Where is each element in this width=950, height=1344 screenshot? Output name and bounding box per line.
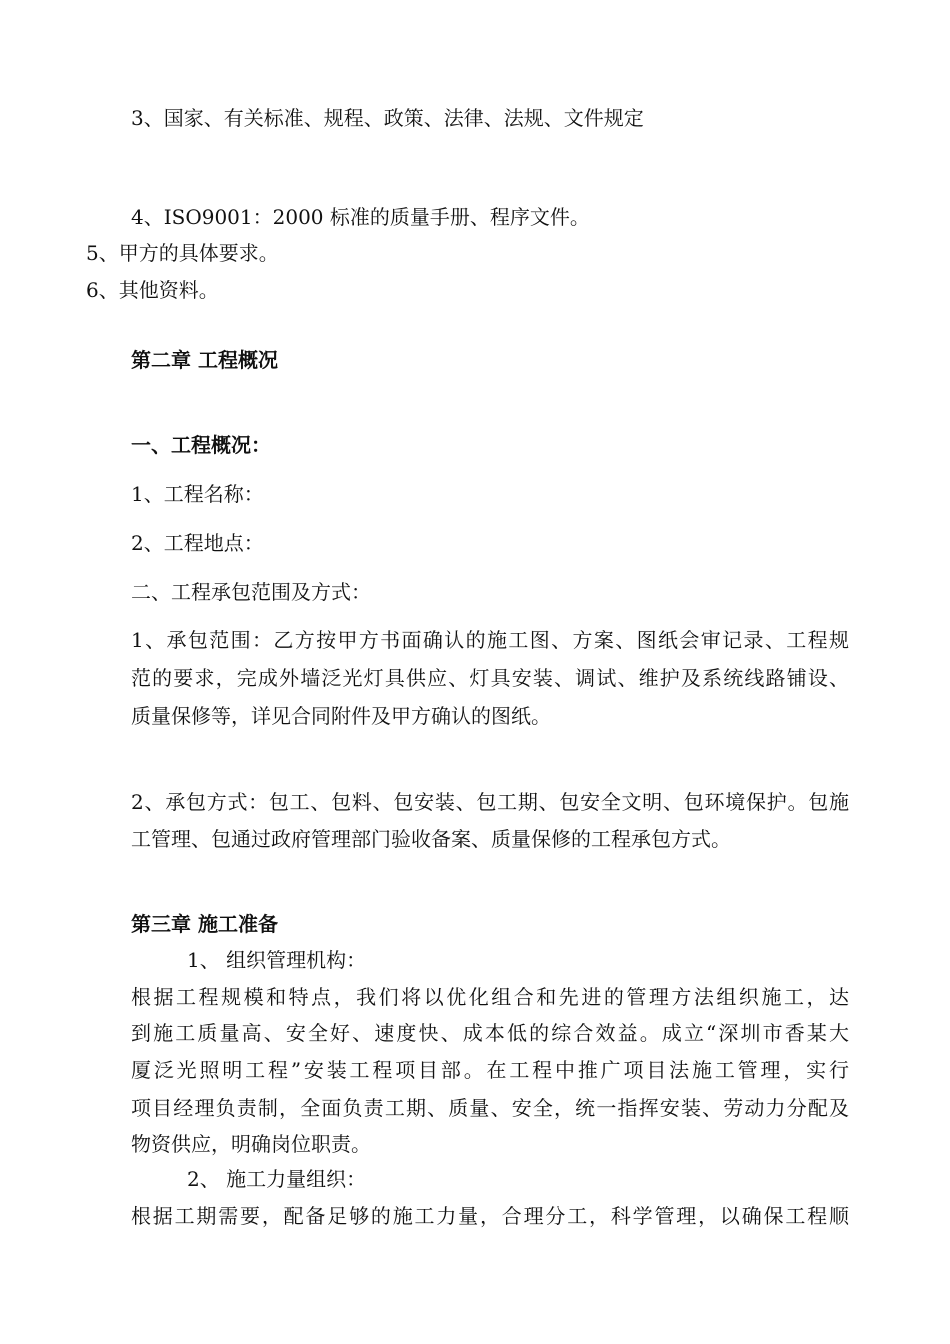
section-2-title: 二、工程承包范围及方式： — [131, 580, 371, 604]
basis-item-5: 5、甲方的具体要求。 — [86, 241, 279, 265]
org-paragraph-line: 到施工质量高、安全好、速度快、成本低的综合效益。成立“深圳市香某大 — [131, 1021, 849, 1045]
scope-paragraph-line: 范的要求，完成外墙泛光灯具供应、灯具安装、调试、维护及系统线路铺设、 — [131, 666, 849, 690]
basis-item-4: 4、ISO9001：2000 标准的质量手册、程序文件。 — [131, 205, 590, 229]
project-location-label: 2、工程地点： — [131, 531, 264, 555]
chapter-2-title: 第二章 工程概况 — [131, 348, 278, 372]
org-paragraph-line: 物资供应，明确岗位职责。 — [131, 1132, 371, 1156]
force-heading: 2、 施工力量组织： — [187, 1167, 367, 1191]
org-paragraph-line: 厦泛光照明工程”安装工程项目部。在工程中推广项目法施工管理，实行 — [131, 1058, 849, 1082]
basis-item-6: 6、其他资料。 — [86, 278, 219, 302]
scope-paragraph-line: 质量保修等，详见合同附件及甲方确认的图纸。 — [131, 704, 551, 728]
mode-paragraph-line: 2、承包方式：包工、包料、包安装、包工期、包安全文明、包环境保护。包施 — [131, 790, 849, 814]
org-paragraph-line: 根据工程规模和特点，我们将以优化组合和先进的管理方法组织施工，达 — [131, 985, 849, 1009]
force-paragraph-line: 根据工期需要，配备足够的施工力量，合理分工，科学管理，以确保工程顺 — [131, 1204, 849, 1228]
org-heading: 1、 组织管理机构： — [187, 948, 367, 972]
basis-item-3: 3、国家、有关标准、规程、政策、法律、法规、文件规定 — [131, 106, 644, 130]
project-name-label: 1、工程名称： — [131, 482, 264, 506]
section-1-title: 一、工程概况： — [131, 433, 271, 457]
mode-paragraph-line: 工管理、包通过政府管理部门验收备案、质量保修的工程承包方式。 — [131, 827, 731, 851]
scope-paragraph-line: 1、承包范围：乙方按甲方书面确认的施工图、方案、图纸会审记录、工程规 — [131, 628, 849, 652]
org-paragraph-line: 项目经理负责制，全面负责工期、质量、安全，统一指挥安装、劳动力分配及 — [131, 1096, 849, 1120]
chapter-3-title: 第三章 施工准备 — [131, 912, 278, 936]
